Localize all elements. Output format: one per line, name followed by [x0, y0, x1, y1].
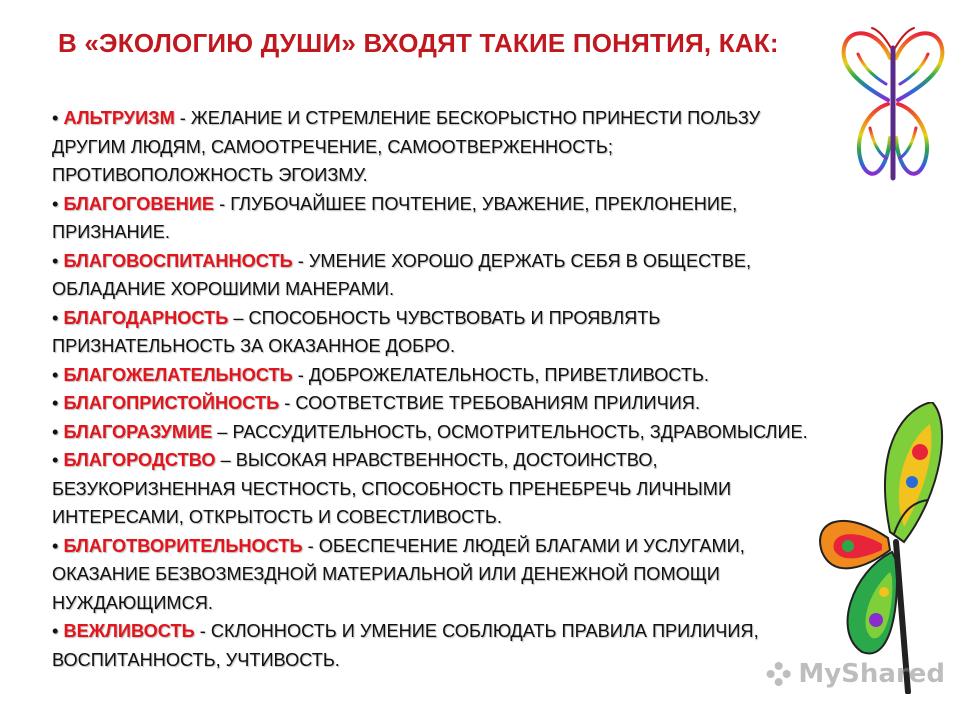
term-continuation	[52, 503, 902, 532]
term-name: БЛАГОРОДСТВО	[63, 450, 216, 470]
bullet-icon: •	[52, 307, 59, 328]
butterfly-icon	[838, 18, 948, 198]
term-name: БЛАГОВОСПИТАННОСТЬ	[63, 250, 293, 271]
myshared-logo-icon	[765, 657, 792, 691]
term-continuation	[52, 332, 902, 361]
term-definition: ИНТЕРЕСАМИ, ОТКРЫТОСТЬ И СОВЕСТЛИВОСТЬ.	[52, 507, 502, 527]
bullet-icon: •	[52, 250, 59, 271]
term-continuation	[52, 161, 902, 190]
term-separator: -	[179, 108, 186, 128]
watermark	[765, 654, 945, 694]
terms-list	[52, 104, 902, 674]
bullet-icon: •	[52, 621, 59, 641]
term-separator: –	[217, 421, 228, 442]
term-definition: СПОСОБНОСТЬ ЧУВСТВОВАТЬ И ПРОЯВЛЯТЬ	[248, 307, 661, 328]
term-name: БЛАГОТВОРИТЕЛЬНОСТЬ	[63, 535, 303, 556]
term-name: БЛАГОДАРНОСТЬ	[63, 307, 229, 328]
bullet-icon: •	[52, 108, 59, 128]
term-item	[52, 532, 902, 561]
term-separator: -	[219, 193, 226, 214]
term-definition: БЕЗУКОРИЗНЕННАЯ ЧЕСТНОСТЬ, СПОСОБНОСТЬ ПРЕНЕБРЕЧЬ ЛИЧНЫМИ	[52, 478, 732, 499]
term-definition: ДРУГИМ ЛЮДЯМ, САМООТРЕЧЕНИЕ, САМООТВЕРЖЕННОСТЬ;	[52, 136, 613, 157]
term-item	[52, 190, 902, 219]
term-name: АЛЬТРУИЗМ	[63, 108, 175, 128]
butterfly-icon	[812, 402, 960, 694]
term-definition: СООТВЕТСТВИЕ ТРЕБОВАНИЯМ ПРИЛИЧИЯ.	[295, 393, 700, 413]
term-separator: -	[307, 535, 314, 556]
term-definition: УМЕНИЕ ХОРОШО ДЕРЖАТЬ СЕБЯ В ОБЩЕСТВЕ,	[308, 250, 752, 271]
term-continuation	[52, 218, 902, 247]
term-item	[52, 446, 902, 475]
term-item	[52, 304, 902, 333]
term-definition: ОКАЗАНИЕ БЕЗВОЗМЕЗДНОЙ МАТЕРИАЛЬНОЙ ИЛИ ДЕНЕЖНОЙ ПОМОЩИ	[52, 564, 720, 584]
term-continuation	[52, 475, 902, 504]
slide-title: В «ЭКОЛОГИЮ ДУШИ» ВХОДЯТ ТАКИЕ ПОНЯТИЯ, КАК:	[58, 28, 779, 58]
term-separator: –	[220, 450, 231, 470]
term-item	[52, 361, 902, 390]
term-definition: ПРОТИВОПОЛОЖНОСТЬ ЭГОИЗМУ.	[52, 165, 368, 185]
term-continuation	[52, 560, 902, 589]
bullet-icon: •	[52, 364, 59, 385]
term-item	[52, 389, 902, 418]
bullet-icon: •	[52, 535, 59, 556]
bullet-icon: •	[52, 450, 59, 470]
term-definition: ОБЕСПЕЧЕНИЕ ЛЮДЕЙ БЛАГАМИ И УСЛУГАМИ,	[318, 535, 745, 556]
term-item	[52, 418, 902, 447]
bullet-icon: •	[52, 421, 59, 442]
term-definition: ПРИЗНАТЕЛЬНОСТЬ ЗА ОКАЗАННОЕ ДОБРО.	[52, 336, 456, 356]
term-definition: ВОСПИТАННОСТЬ, УЧТИВОСТЬ.	[52, 649, 340, 670]
term-item	[52, 104, 902, 133]
term-definition: ВЫСОКАЯ НРАВСТВЕННОСТЬ, ДОСТОИНСТВО,	[235, 450, 658, 470]
term-name: ВЕЖЛИВОСТЬ	[63, 621, 195, 641]
term-name: БЛАГОЖЕЛАТЕЛЬНОСТЬ	[63, 364, 293, 385]
term-definition: РАССУДИТЕЛЬНОСТЬ, ОСМОТРИТЕЛЬНОСТЬ, ЗДРАВОМЫСЛИЕ.	[232, 421, 808, 442]
bullet-icon: •	[52, 393, 59, 413]
term-definition: ГЛУБОЧАЙШЕЕ ПОЧТЕНИЕ, УВАЖЕНИЕ, ПРЕКЛОНЕНИЕ,	[230, 193, 738, 214]
watermark-text: MyShared	[798, 659, 945, 689]
term-continuation	[52, 589, 902, 618]
term-item	[52, 617, 902, 646]
term-definition: СКЛОННОСТЬ И УМЕНИЕ СОБЛЮДАТЬ ПРАВИЛА ПРИЛИЧИЯ,	[210, 621, 759, 641]
term-definition: НУЖДАЮЩИМСЯ.	[52, 592, 213, 613]
term-separator: -	[297, 250, 304, 271]
term-definition: ДОБРОЖЕЛАТЕЛЬНОСТЬ, ПРИВЕТЛИВОСТЬ.	[308, 364, 709, 385]
term-name: БЛАГОПРИСТОЙНОСТЬ	[63, 393, 280, 413]
term-separator: -	[297, 364, 304, 385]
term-definition: ПРИЗНАНИЕ.	[52, 222, 170, 242]
term-name: БЛАГОРАЗУМИЕ	[63, 421, 213, 442]
bullet-icon: •	[52, 193, 59, 214]
term-item	[52, 247, 902, 276]
term-continuation	[52, 133, 902, 162]
term-definition: ЖЕЛАНИЕ И СТРЕМЛЕНИЕ БЕСКОРЫСТНО ПРИНЕСТИ ПОЛЬЗУ	[190, 108, 761, 128]
term-name: БЛАГОГОВЕНИЕ	[63, 193, 214, 214]
term-separator: –	[233, 307, 244, 328]
term-definition: ОБЛАДАНИЕ ХОРОШИМИ МАНЕРАМИ.	[52, 279, 395, 299]
term-continuation	[52, 275, 902, 304]
term-separator: -	[284, 393, 291, 413]
term-separator: -	[199, 621, 206, 641]
